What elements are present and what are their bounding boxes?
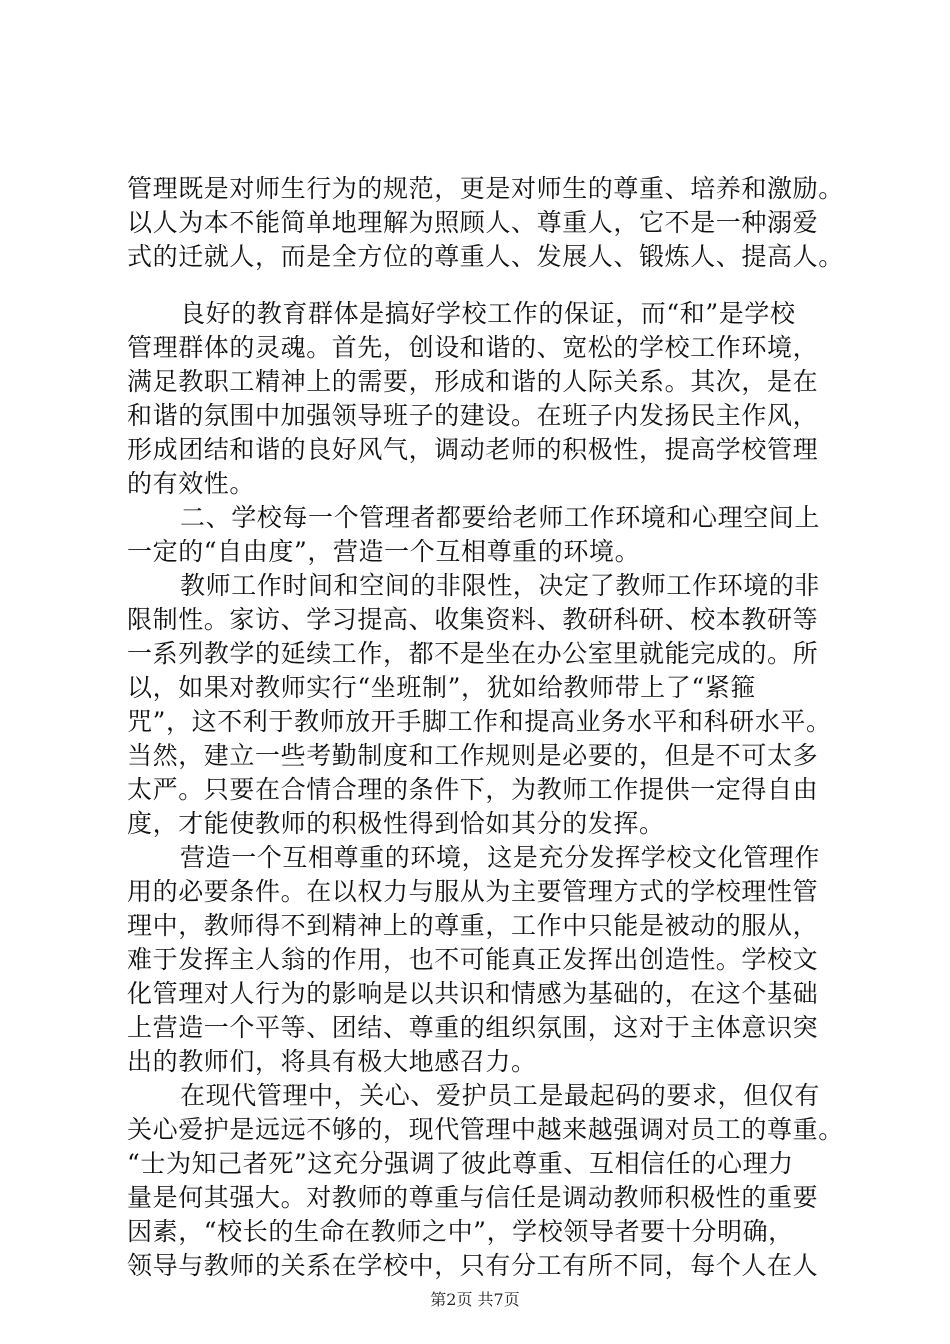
text-line: 以，如果对教师实行“坐班制”，犹如给教师带上了“紧箍 — [127, 673, 756, 702]
text-line: 用的必要条件。在以权力与服从为主要管理方式的学校理性管 — [127, 877, 819, 906]
text-line: 的有效性。 — [127, 469, 256, 498]
text-line: 限制性。家访、学习提高、收集资料、教研科研、校本教研等 — [127, 605, 819, 634]
paragraph-first-line: 教师工作时间和空间的非限性，决定了教师工作环境的非 — [180, 571, 821, 600]
paragraph-first-line: 营造一个互相尊重的环境，这是充分发挥学校文化管理作 — [180, 843, 821, 872]
text-line: 以人为本不能简单地理解为照顾人、尊重人，它不是一种溺爱 — [127, 208, 819, 237]
text-line: 咒”，这不利于教师放开手脚工作和提高业务水平和科研水平。 — [127, 707, 832, 736]
text-line: 上营造一个平等、团结、尊重的组织氛围，这对于主体意识突 — [127, 1013, 819, 1042]
text-line: 理中，教师得不到精神上的尊重，工作中只能是被动的服从， — [127, 911, 819, 940]
text-line: 难于发挥主人翁的作用，也不可能真正发挥出创造性。学校文 — [127, 945, 819, 974]
text-line: 化管理对人行为的影响是以共识和情感为基础的，在这个基础 — [127, 979, 819, 1008]
page-number-footer: 第2页 共7页 — [430, 1290, 520, 1309]
text-line: 量是何其强大。对教师的尊重与信任是调动教师积极性的重要 — [127, 1183, 819, 1212]
text-line: “士为知己者死”这充分强调了彼此尊重、互相信任的心理力 — [127, 1149, 794, 1178]
paragraph-first-line: 良好的教育群体是搞好学校工作的保证，而“和”是学校 — [180, 299, 796, 328]
text-line: 和谐的氛围中加强领导班子的建设。在班子内发扬民主作风， — [127, 401, 819, 430]
text-line: 关心爱护是远远不够的，现代管理中越来越强调对员工的尊重。 — [127, 1115, 844, 1144]
text-line: 一系列教学的延续工作，都不是坐在办公室里就能完成的。所 — [127, 639, 819, 668]
text-line: 管理群体的灵魂。首先，创设和谐的、宽松的学校工作环境， — [127, 333, 819, 362]
text-line: 式的迁就人，而是全方位的尊重人、发展人、锻炼人、提高人。 — [127, 242, 844, 271]
section-heading: 二、学校每一个管理者都要给老师工作环境和心理空间上 — [180, 503, 821, 532]
text-line: 领导与教师的关系在学校中，只有分工有所不同，每个人在人 — [127, 1251, 819, 1280]
text-line: 度，才能使教师的积极性得到恰如其分的发挥。 — [127, 809, 665, 838]
text-line: 形成团结和谐的良好风气，调动老师的积极性，提高学校管理 — [127, 435, 819, 464]
text-line: 太严。只要在合情合理的条件下，为教师工作提供一定得自由 — [127, 775, 819, 804]
text-line: 满足教职工精神上的需要，形成和谐的人际关系。其次，是在 — [127, 367, 819, 396]
text-line: 管理既是对师生行为的规范，更是对师生的尊重、培养和激励。 — [127, 174, 844, 203]
section-heading-continued: 一定的“自由度”，营造一个互相尊重的环境。 — [127, 537, 641, 566]
text-line: 因素，“校长的生命在教师之中”，学校领导者要十分明确， — [127, 1217, 794, 1246]
text-line: 当然，建立一些考勤制度和工作规则是必要的，但是不可太多 — [127, 741, 819, 770]
text-line: 出的教师们，将具有极大地感召力。 — [127, 1047, 537, 1076]
paragraph-first-line: 在现代管理中，关心、爱护员工是最起码的要求，但仅有 — [180, 1081, 821, 1110]
